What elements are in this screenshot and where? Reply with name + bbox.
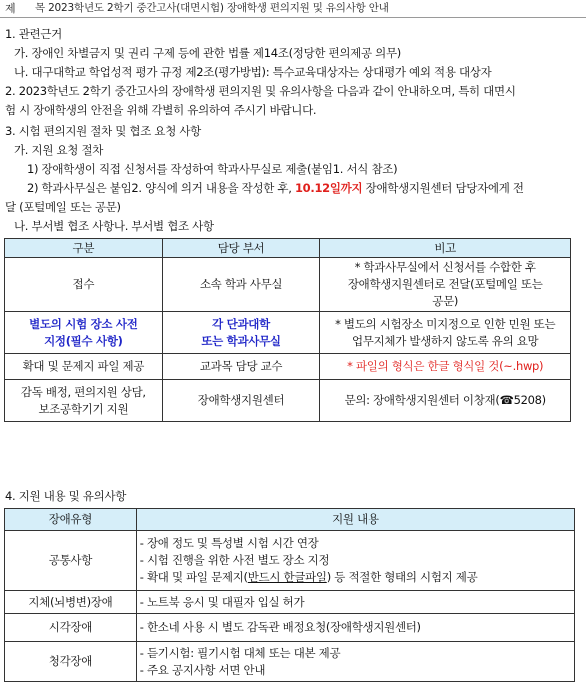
cooperation-table (4, 238, 571, 422)
note-line: 장애학생지원센터로 전달(포털메일 또는 (347, 277, 543, 291)
note-line: * 별도의 시험장소 미지정으로 인한 민원 또는 (335, 316, 556, 331)
row-department: 장애학생지원센터 (162, 380, 320, 422)
table-row (5, 354, 571, 380)
support-item-text: ) 등 적절한 형태의 시험지 제공 (326, 570, 478, 584)
category-line: 보조공학기기 지원 (38, 401, 129, 416)
category-line: 감독 배정, 편의지원 상담, (20, 384, 146, 399)
row-disability-type: 시각장애 (5, 614, 137, 642)
table-row (5, 380, 571, 422)
section-2-line-2: 험 시 장애학생의 안전을 위해 각별히 유의하여 주시기 바랍니다. (5, 103, 317, 117)
table-row (5, 531, 575, 591)
row-support-content (136, 642, 574, 682)
section-2-line-1: 2. 2023학년도 2학기 중간고사의 장애학생 편의지원 및 유의사항을 다음과 같이 안내하오며, 특히 대면시 (5, 84, 516, 98)
table-row (5, 642, 575, 682)
row-category: 접수 (5, 258, 163, 312)
note-line: 공문) (432, 294, 459, 308)
note-line: * 학과사무실에서 신청서를 수합한 후 (354, 260, 536, 274)
row-note: 문의: 장애학생지원센터 이창재(☎5208) (320, 380, 571, 422)
section-1-heading: 1. 관련근거 (5, 27, 62, 41)
header-disability-type: 장애유형 (5, 509, 137, 531)
department-line: 또는 학과사무실 (201, 333, 281, 348)
row-category (5, 312, 163, 354)
table-row (5, 614, 575, 642)
table-row (5, 258, 571, 312)
category-line: 별도의 시험 장소 사전 (29, 316, 138, 331)
table-row (5, 591, 575, 614)
step-2-text-post: 장애학생지원센터 담당자에게 전 (362, 181, 524, 195)
section-4-heading: 4. 지원 내용 및 유의사항 (5, 489, 127, 503)
support-item-text: - 확대 및 파일 문제지( (139, 570, 248, 584)
row-department (162, 312, 320, 354)
header-support-content: 지원 내용 (136, 509, 574, 531)
section-1-item-b: 나. 대구대학교 학업성적 평가 규정 제2조(평가방법): 특수교육대상자는 상대평가 예외 적용 대상자 (14, 65, 492, 79)
document-title-bar (0, 0, 586, 18)
row-category (5, 380, 163, 422)
support-item: - 주요 공지사항 서면 안내 (139, 662, 266, 677)
header-category: 구분 (5, 239, 163, 258)
support-item (140, 569, 571, 586)
header-department: 담당 부서 (162, 239, 320, 258)
support-item: - 시험 진행을 위한 사전 별도 장소 지정 (139, 553, 330, 567)
support-table-header-row (5, 509, 575, 531)
title-label: 제 (5, 2, 16, 15)
support-item: - 듣기시험: 필기시험 대체 또는 대본 제공 (139, 645, 341, 660)
row-disability-type: 청각장애 (5, 642, 137, 682)
row-note: * 파일의 형식은 한글 형식일 것(~.hwp) (320, 354, 571, 380)
row-department: 교과목 담당 교수 (162, 354, 320, 380)
section-3-step-2-continued: 달 (포털메일 또는 공문) (5, 200, 121, 214)
row-category: 확대 및 문제지 파일 제공 (5, 354, 163, 380)
row-disability-type: 지체(뇌병변)장애 (5, 591, 137, 614)
section-3-step-1: 1) 장애학생이 직접 신청서를 작성하여 학과사무실로 제출(붙임1. 서식 참조) (27, 162, 398, 176)
row-disability-type: 공통사항 (5, 531, 137, 591)
department-line: 각 단과대학 (212, 316, 270, 331)
support-table (4, 508, 575, 682)
support-item: - 장애 정도 및 특성별 시험 시간 연장 (139, 536, 319, 550)
row-note (320, 258, 571, 312)
section-3-heading: 3. 시험 편의지원 절차 및 협조 요청 사항 (5, 124, 201, 138)
row-department: 소속 학과 사무실 (162, 258, 320, 312)
row-note (320, 312, 571, 354)
section-3-item-b: 나. 부서별 협조 사항나. 부서별 협조 사항 (14, 219, 214, 233)
table-row (5, 312, 571, 354)
step-2-text-pre: 2) 학과사무실은 붙임2. 양식에 의거 내용을 작성한 후, (27, 181, 295, 195)
section-3-step-2 (27, 181, 524, 195)
document-title: 목 2023학년도 2학기 중간고사(대면시험) 장애학생 편의지원 및 유의사항 안내 (35, 2, 389, 14)
header-note: 비고 (320, 239, 571, 258)
underlined-emphasis: 반드시 한글파일 (247, 570, 327, 584)
cooperation-table-header-row (5, 239, 571, 258)
deadline-date: 10.12일까지 (294, 181, 363, 195)
section-1-item-a: 가. 장애인 차별금지 및 권리 구제 등에 관한 법률 제14조(정당한 편의제공 의무) (14, 46, 401, 60)
section-3-item-a: 가. 지원 요청 절차 (14, 143, 104, 157)
row-support-content (136, 531, 574, 591)
row-support-content: - 노트북 응시 및 대필자 입실 허가 (136, 591, 574, 614)
category-line: 지정(필수 사항) (44, 333, 123, 348)
row-support-content: - 한소네 사용 시 별도 감독관 배정요청(장애학생지원센터) (136, 614, 574, 642)
note-line: 업무지체가 발생하지 않도록 유의 요망 (352, 333, 539, 348)
